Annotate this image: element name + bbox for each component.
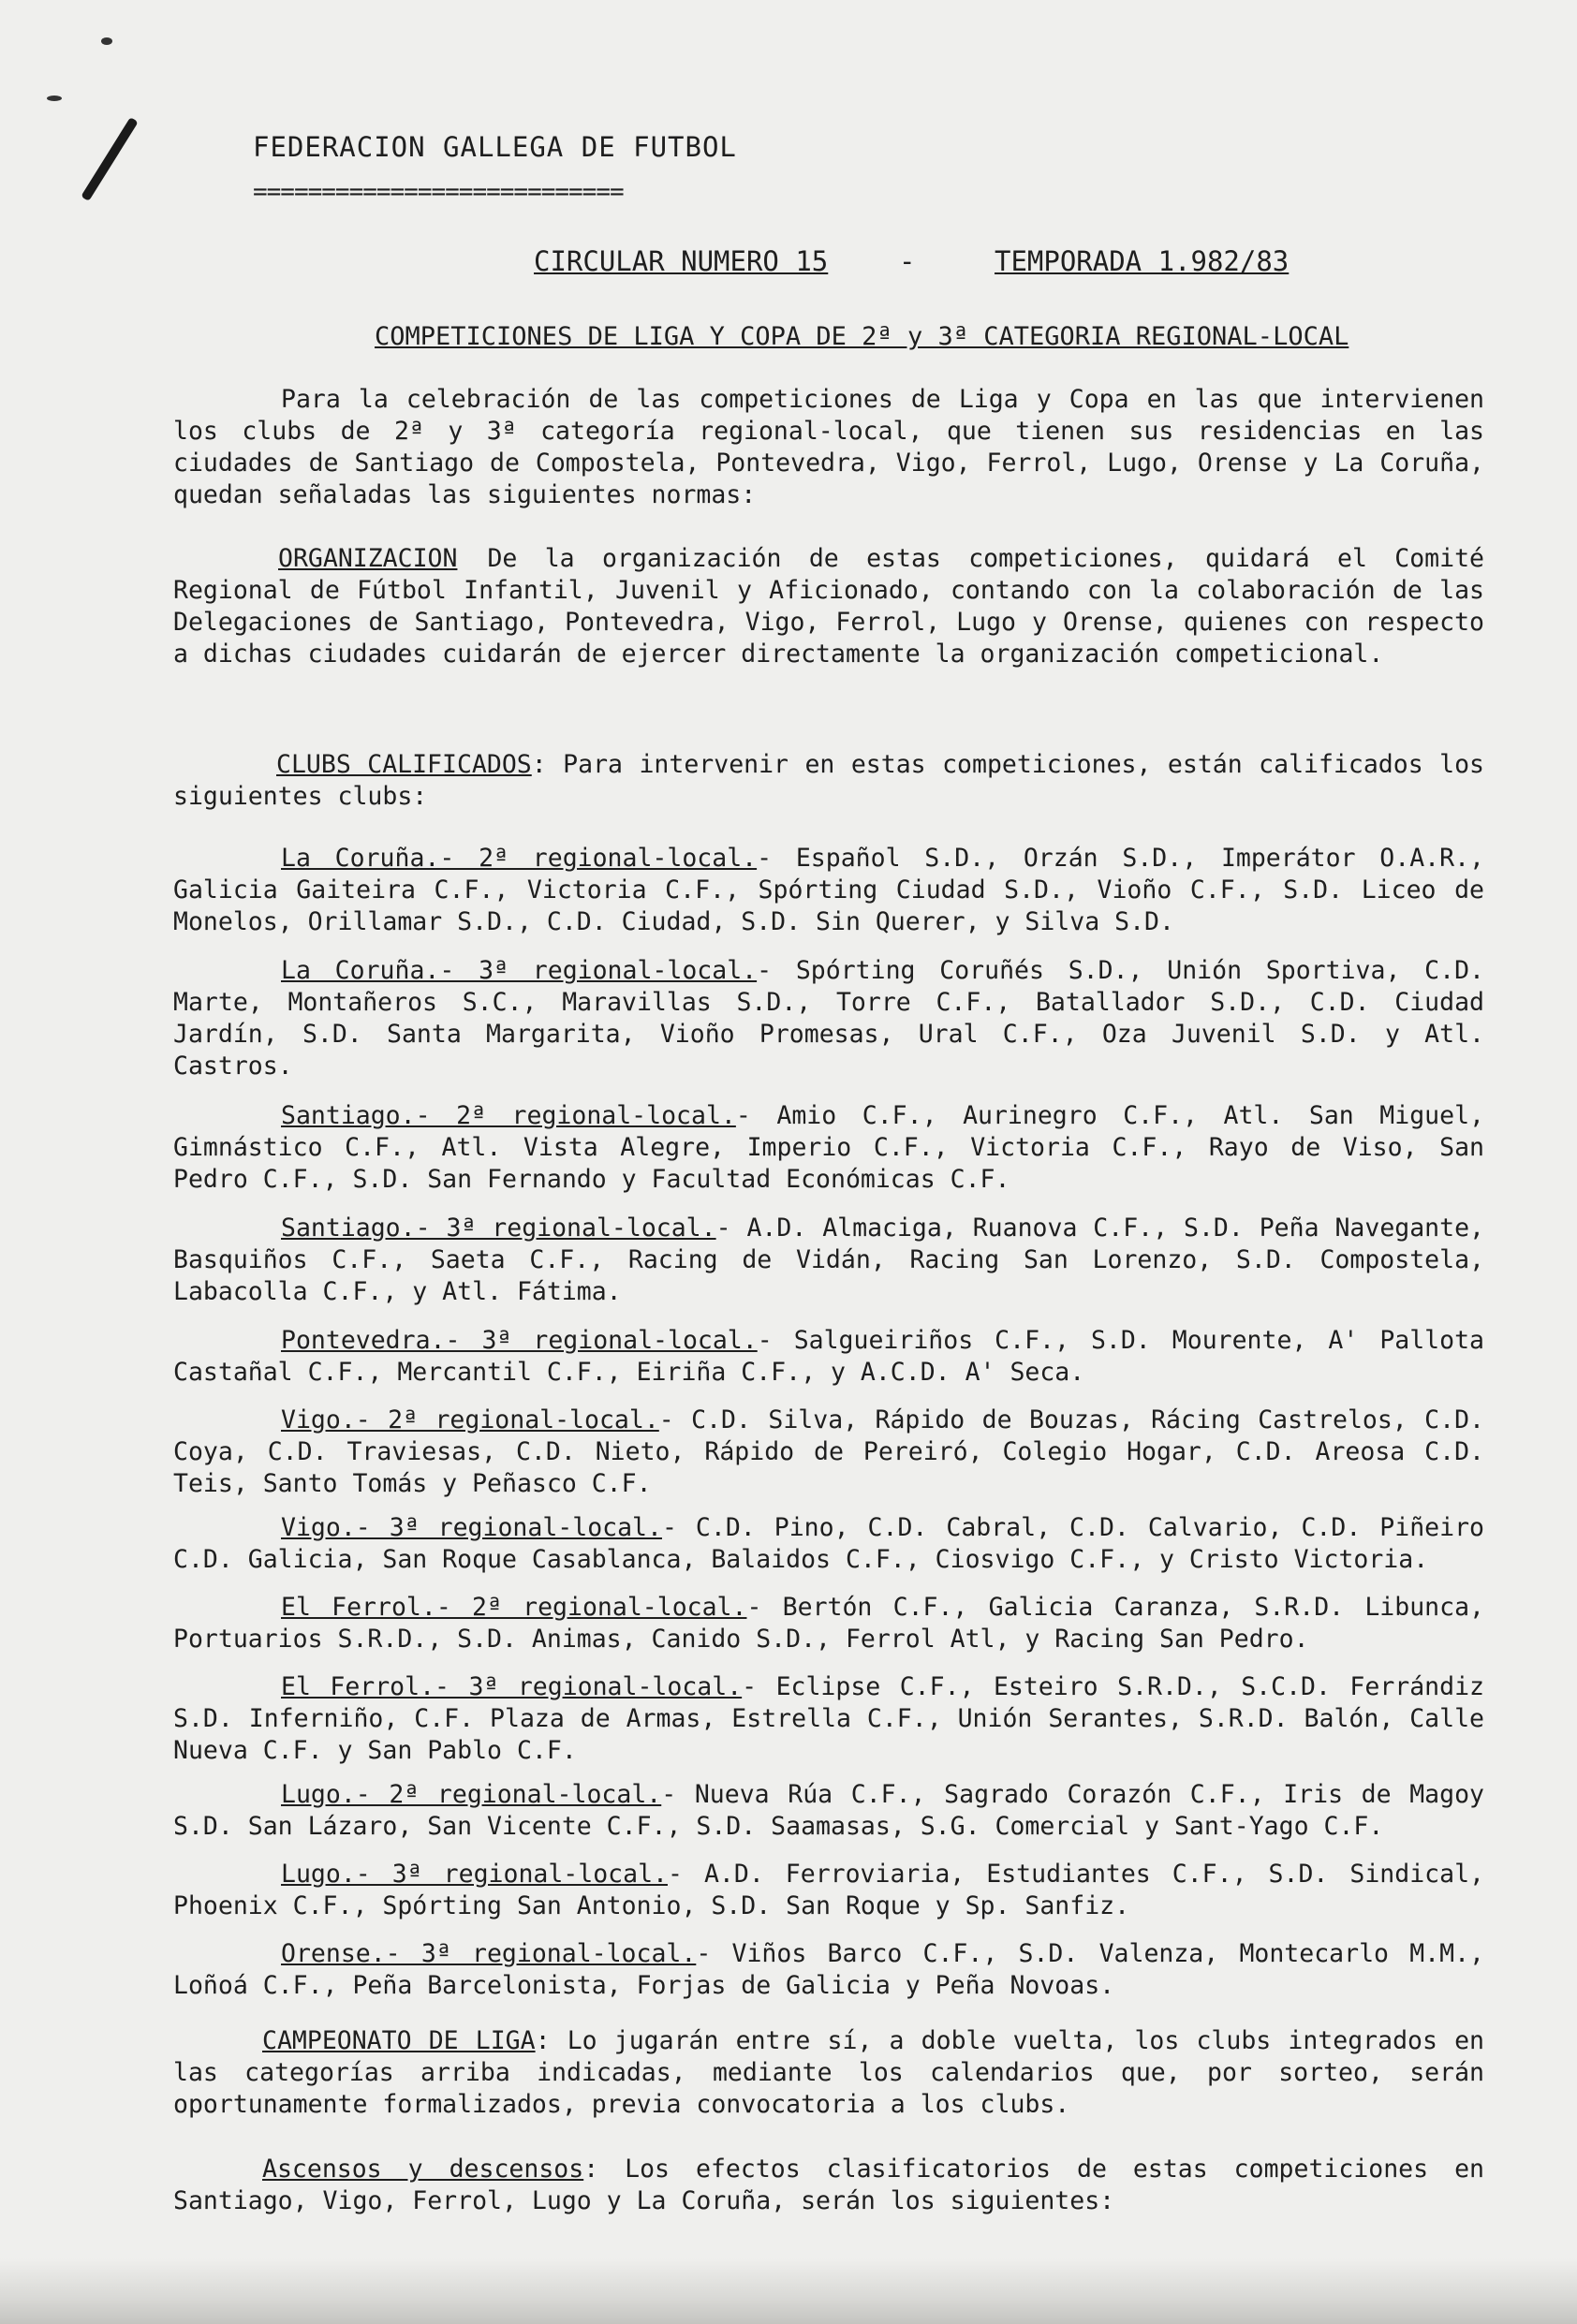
- campeonato-section: [173, 2025, 1484, 2121]
- club-group: [173, 1213, 1484, 1308]
- club-group-heading: Santiago.- 2ª regional-local.: [281, 1101, 736, 1130]
- clubs-calificados-text: : Para intervenir en estas competiciones, están calificados los siguientes clubs:: [173, 750, 1484, 811]
- ascensos-text: : Los efectos clasificatorios de estas competiciones en Santiago, Vigo, Ferrol, Lugo y La Coruña, serán los siguientes:: [173, 2155, 1484, 2215]
- club-group: [173, 1779, 1484, 1843]
- club-group: [173, 955, 1484, 1082]
- club-group-list: - Viños Barco C.F., S.D. Valenza, Montecarlo M.M., Loñoá C.F., Peña Barcelonista, Forjas de Galicia y Peña Novoas.: [173, 1939, 1484, 2000]
- club-group: [173, 843, 1484, 938]
- organizacion-section: [173, 543, 1484, 670]
- pen-mark: [81, 117, 138, 201]
- subject-title: COMPETICIONES DE LIGA Y COPA DE 2ª y 3ª CATEGORIA REGIONAL-LOCAL: [375, 322, 1349, 351]
- club-group-heading: Lugo.- 2ª regional-local.: [281, 1780, 662, 1809]
- club-group: [173, 1592, 1484, 1655]
- club-group-heading: Pontevedra.- 3ª regional-local.: [281, 1326, 758, 1355]
- ink-spot: [47, 96, 62, 101]
- ascensos-heading: Ascensos y descensos: [262, 2155, 584, 2184]
- organizacion-text: De la organización de estas competiciones, quidará el Comité Regional de Fútbol Infantil, Juvenil y Aficionado, contando con la colaboración de las Delegaciones de Santiago, Pontevedra, Vigo, Ferrol, Lugo y Orense, quienes con respecto a dichas ciudades cuidarán de ejercer directamente la organización competicional.: [173, 544, 1484, 669]
- club-group-list: - C.D. Pino, C.D. Cabral, C.D. Calvario, C.D. Piñeiro C.D. Galicia, San Roque Casablanca, Balaidos C.F., Ciosvigo C.F., y Cristo Victoria.: [173, 1513, 1484, 1574]
- ink-spot: [101, 37, 112, 45]
- intro-text: Para la celebración de las competiciones de Liga y Copa en las que intervienen los clubs de 2ª y 3ª categoría regional-local, que tienen sus residencias en las ciudades de Santiago de Compostela, Pontevedra, Vigo, Ferrol, Lugo, Orense y La Coruña, quedan señaladas las siguientes normas:: [173, 385, 1484, 509]
- intro-paragraph: [173, 384, 1484, 511]
- club-group-list: - Amio C.F., Aurinegro C.F., Atl. San Miguel, Gimnástico C.F., Atl. Vista Alegre, Imperio C.F., Victoria C.F., Rayo de Viso, San Pedro C.F., S.D. San Fernando y Facultad Económicas C.F.: [173, 1101, 1484, 1194]
- club-group: [173, 1405, 1484, 1500]
- club-group-heading: Lugo.- 3ª regional-local.: [281, 1860, 668, 1889]
- club-group-heading: Vigo.- 2ª regional-local.: [281, 1405, 659, 1434]
- club-group-list: - Bertón C.F., Galicia Caranza, S.R.D. Libunca, Portuarios S.R.D., S.D. Animas, Canido S.D., Ferrol Atl, y Racing San Pedro.: [173, 1593, 1484, 1654]
- clubs-calificados-heading: CLUBS CALIFICADOS: [276, 750, 532, 779]
- club-group-list: - Eclipse C.F., Esteiro S.R.D., S.C.D. Ferrándiz S.D. Inferniño, C.F. Plaza de Armas, Estrella C.F., Unión Serantes, S.R.D. Balón, Calle Nueva C.F. y San Pablo C.F.: [173, 1672, 1484, 1765]
- scan-edge: [0, 2258, 1577, 2324]
- campeonato-text: : Lo jugarán entre sí, a doble vuelta, los clubs integrados en las categorías arriba indicadas, mediante los calendarios que, por sorteo, serán oportunamente formalizados, previa convocatoria a los clubs.: [173, 2026, 1484, 2119]
- header-underline: ===========================: [253, 178, 624, 206]
- ascensos-section: [173, 2154, 1484, 2217]
- club-group-list: - A.D. Almaciga, Ruanova C.F., S.D. Peña Navegante, Basquiños C.F., Saeta C.F., Racing de Vidán, Racing San Lorenzo, S.D. Compostela, Labacolla C.F., y Atl. Fátima.: [173, 1213, 1485, 1306]
- club-group-list: - Nueva Rúa C.F., Sagrado Corazón C.F., Iris de Magoy S.D. San Lázaro, San Vicente C.F., S.D. Saamasas, S.G. Comercial y Sant-Yago C.F.: [173, 1780, 1484, 1841]
- header-separator: -: [899, 245, 916, 277]
- club-group: [173, 1671, 1484, 1767]
- club-group-heading: El Ferrol.- 2ª regional-local.: [281, 1593, 747, 1622]
- club-group-heading: Orense.- 3ª regional-local.: [281, 1939, 697, 1968]
- clubs-calificados-section: [173, 749, 1484, 813]
- club-group-heading: Vigo.- 3ª regional-local.: [281, 1513, 662, 1542]
- season: TEMPORADA 1.982/83: [995, 245, 1290, 277]
- club-group-list: - Salgueiriños C.F., S.D. Mourente, A' Pallota Castañal C.F., Mercantil C.F., Eiriña C.F., y A.C.D. A' Seca.: [173, 1326, 1484, 1387]
- campeonato-heading: CAMPEONATO DE LIGA: [262, 2026, 536, 2055]
- club-group: [173, 1325, 1484, 1389]
- circular-number: CIRCULAR NUMERO 15: [534, 245, 829, 277]
- organizacion-heading: ORGANIZACION: [278, 544, 458, 573]
- club-group-list: - C.D. Silva, Rápido de Bouzas, Rácing Castrelos, C.D. Coya, C.D. Traviesas, C.D. Nieto, Rápido de Pereiró, Colegio Hogar, C.D. Areosa C.D. Teis, Santo Tomás y Peñasco C.F.: [173, 1405, 1484, 1498]
- club-group-heading: El Ferrol.- 3ª regional-local.: [281, 1672, 743, 1701]
- club-group: [173, 1100, 1484, 1196]
- club-group-list: - Español S.D., Orzán S.D., Imperátor O.A.R., Galicia Gaiteira C.F., Victoria C.F., Spórting Ciudad S.D., Vioño C.F., S.D. Liceo de Monelos, Orillamar S.D., C.D. Ciudad, S.D. Sin Querer, y Silva S.D.: [173, 844, 1484, 936]
- organization-name: FEDERACION GALLEGA DE FUTBOL: [253, 131, 737, 163]
- club-group-list: - Spórting Coruñés S.D., Unión Sportiva, C.D. Marte, Montañeros S.C., Maravillas S.D., Torre C.F., Batallador S.D., C.D. Ciudad Jardín, S.D. Santa Margarita, Vioño Promesas, Ural C.F., Oza Juvenil S.D. y Atl. Castros.: [173, 956, 1484, 1081]
- club-group: [173, 1859, 1484, 1922]
- club-group-heading: La Coruña.- 2ª regional-local.: [281, 844, 758, 873]
- club-group: [173, 1938, 1484, 2002]
- club-group-heading: La Coruña.- 3ª regional-local.: [281, 956, 758, 985]
- club-group-list: - A.D. Ferroviaria, Estudiantes C.F., S.D. Sindical, Phoenix C.F., Spórting San Antonio, S.D. San Roque y Sp. Sanfiz.: [173, 1860, 1484, 1920]
- club-group-heading: Santiago.- 3ª regional-local.: [281, 1213, 716, 1243]
- club-group: [173, 1512, 1484, 1576]
